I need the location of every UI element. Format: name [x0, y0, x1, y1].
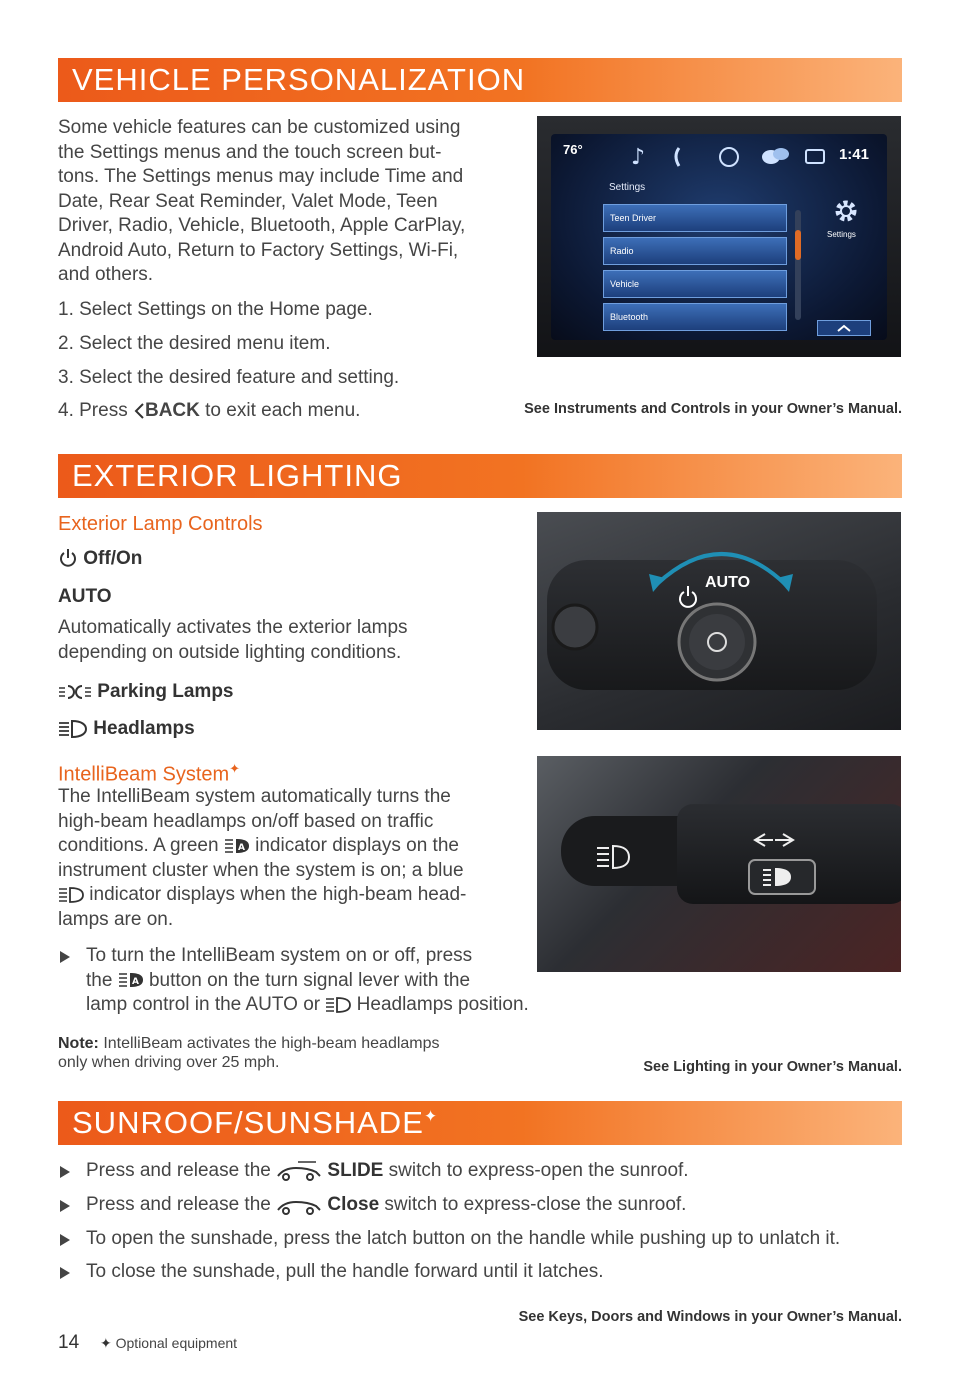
text-line [58, 883, 528, 908]
sunroof-bullet-3: To open the sunshade, press the latch button on the handle while pushing up to unlatch it. [86, 1228, 841, 1249]
intellibeam-note [58, 1034, 440, 1072]
text-line: The IntelliBeam system automatically turns the [58, 786, 451, 807]
page-number: 14 [58, 1332, 80, 1353]
svg-text:♪: ♪ [631, 145, 646, 170]
text-span: switch to express-close the sunroof. [379, 1194, 687, 1215]
text-span: lamp control in the AUTO or [86, 994, 326, 1015]
high-beam-icon [58, 886, 84, 904]
intellibeam-paragraph [58, 785, 528, 932]
text-line: Automatically activates the exterior lamps [58, 617, 408, 638]
sunroof-close-icon [276, 1194, 322, 1216]
reference-note: See Instruments and Controls in your Owner’s Manual. [524, 401, 902, 417]
auto-description [58, 616, 408, 665]
text-span: indicator displays when the high-beam head- [84, 884, 467, 905]
screen-menu-item[interactable]: Bluetooth [603, 303, 787, 331]
step-2: 2. Select the desired menu item. [58, 333, 331, 354]
off-on-label-row [58, 547, 142, 572]
section-banner-exterior-lighting [58, 454, 902, 498]
text-line: lamps are on. [58, 908, 174, 930]
screen-menu-title: Settings [609, 182, 646, 193]
section-title: VEHICLE PERSONALIZATION [72, 62, 526, 97]
lamp-control-illustration [537, 512, 901, 730]
text-line: only when driving over 25 mph. [58, 1054, 280, 1071]
svg-text:A: A [237, 842, 245, 853]
text-line: high-beam headlamps on/off based on traffic [58, 810, 434, 832]
parking-lamps-icon [58, 683, 92, 701]
text-line [86, 993, 606, 1018]
lamp-control-photo [537, 512, 901, 730]
step-1: 1. Select Settings on the Home page. [58, 299, 373, 320]
bullet-arrow-icon [60, 1234, 70, 1246]
footer-optional-note [100, 1335, 237, 1352]
headlamps-row [58, 717, 195, 742]
chevron-up-icon [818, 321, 870, 335]
text-span: indicator displays on the [249, 835, 459, 856]
screen-side-label: Settings [827, 230, 856, 239]
text-span: Press and release the [86, 1194, 277, 1215]
text-line: Driver, Radio, Vehicle, Bluetooth, Apple CarPlay, [58, 215, 466, 236]
step-4-post: to exit each menu. [199, 400, 361, 421]
headlamps-icon [58, 719, 88, 739]
text-span: Press and release the [86, 1160, 277, 1181]
sunroof-bullet-4: To close the sunshade, pull the handle forward until it latches. [86, 1261, 604, 1282]
home-app-icons [631, 142, 831, 170]
text-line: Some vehicle features can be customized using [58, 117, 461, 138]
bullet-arrow-icon [60, 1166, 70, 1178]
optional-equipment-mark: ✦ [229, 761, 241, 776]
power-icon [58, 548, 78, 570]
sunroof-bullet-1 [86, 1159, 689, 1184]
section-title: SUNROOF/SUNSHADE [72, 1105, 424, 1140]
section-banner-vehicle-personalization [58, 58, 902, 102]
screen-scroll-thumb[interactable] [795, 230, 801, 260]
bullet-arrow-icon [60, 1200, 70, 1212]
screen-temperature: 76° [563, 142, 583, 157]
text-line [58, 834, 528, 859]
intellibeam-title: IntelliBeam System [58, 763, 230, 786]
screen-menu-item[interactable]: Vehicle [603, 270, 787, 298]
parking-lamps-row [58, 680, 234, 705]
turn-signal-lever-photo [537, 756, 901, 972]
text-line: Date, Rear Seat Reminder, Valet Mode, Teen [58, 190, 438, 212]
off-on-label: Off/On [83, 548, 143, 569]
section-title: EXTERIOR LIGHTING [72, 458, 403, 493]
auto-label: AUTO [58, 586, 112, 607]
back-label: BACK [144, 400, 200, 421]
back-chevron-icon [133, 402, 145, 420]
subheading-exterior-lamp-controls: Exterior Lamp Controls [58, 513, 263, 535]
screen-time: 1:41 [838, 146, 869, 163]
touch-screen [551, 134, 887, 340]
text-span: Headlamps position. [351, 994, 529, 1015]
reference-note: See Lighting in your Owner’s Manual. [643, 1059, 902, 1075]
screen-scrollbar[interactable] [795, 210, 801, 320]
section-banner-sunroof [58, 1101, 902, 1145]
sunroof-slide-icon [276, 1160, 322, 1182]
screen-scroll-up-button[interactable] [817, 320, 871, 336]
text-line: Android Auto, Return to Factory Settings, Wi-Fi, [58, 239, 459, 261]
optional-equipment-label: Optional equipment [115, 1335, 238, 1351]
headlamps-icon [325, 996, 351, 1014]
knob-auto-label: AUTO [705, 574, 751, 591]
optional-equipment-mark: ✦ [423, 1108, 439, 1126]
step-4 [58, 399, 360, 424]
text-line: depending on outside lighting conditions. [58, 641, 402, 663]
text-span: switch to express-open the sunroof. [383, 1160, 689, 1181]
close-label: Close [327, 1194, 380, 1215]
text-line: instrument cluster when the system is on; a blue [58, 859, 464, 881]
bullet-arrow-icon [60, 1267, 70, 1279]
text-line: To turn the IntelliBeam system on or off, press [86, 945, 473, 966]
note-label: Note: [58, 1035, 99, 1052]
lever-markings [537, 756, 901, 972]
text-span: the [86, 969, 118, 991]
text-line: tons. The Settings menus may include Time and [58, 166, 464, 187]
step-4-pre: 4. Press [58, 400, 133, 421]
intellibeam-auto-icon [224, 837, 250, 855]
intellibeam-bullet [86, 944, 606, 1018]
text-line [86, 969, 606, 994]
slide-label: SLIDE [327, 1160, 384, 1181]
headlamps-label: Headlamps [93, 718, 195, 739]
optional-equipment-mark: ✦ [100, 1335, 112, 1351]
bullet-arrow-icon [60, 951, 70, 963]
subheading-intellibeam [58, 757, 240, 787]
parking-lamps-label: Parking Lamps [97, 681, 234, 702]
svg-text:A: A [131, 977, 139, 988]
text-line: the Settings menus and the touch screen but- [58, 141, 442, 163]
sunroof-bullet-2 [86, 1193, 686, 1218]
text-span: IntelliBeam activates the high-beam headlamps [98, 1035, 440, 1052]
settings-screen-photo [537, 116, 901, 357]
intellibeam-button-icon [118, 971, 144, 989]
text-span: conditions. A green [58, 835, 224, 856]
text-line: and others. [58, 264, 154, 285]
intro-paragraph [58, 116, 498, 288]
text-span: button on the turn signal lever with the [143, 969, 471, 991]
settings-gear-icon[interactable] [831, 196, 861, 226]
screen-menu-item[interactable]: Radio [603, 237, 787, 265]
step-3: 3. Select the desired feature and setting. [58, 367, 400, 388]
reference-note: See Keys, Doors and Windows in your Owner’s Manual. [518, 1309, 902, 1325]
screen-menu-list [603, 204, 787, 331]
screen-menu-item[interactable]: Teen Driver [603, 204, 787, 232]
